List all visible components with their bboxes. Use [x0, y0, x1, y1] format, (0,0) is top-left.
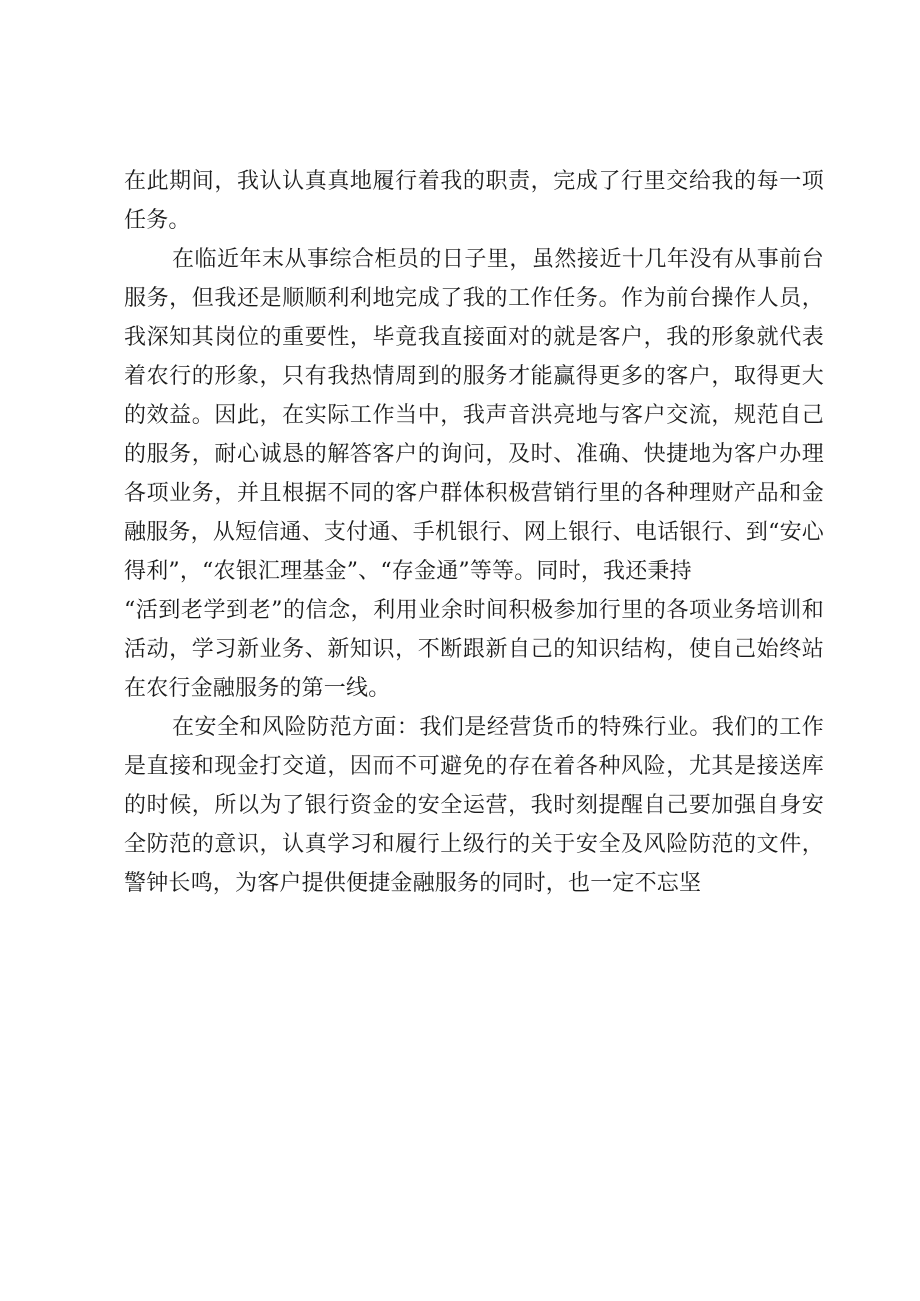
paragraph-4: 在安全和风险防范方面：我们是经营货币的特殊行业。我们的工作是直接和现金打交道，因而不可避免的存在着各种风险，尤其是接送库的时候，所以为了银行资金的安全运营，我时刻提醒自己要加强自身安全防范的意识，认真学习和履行上级行的关于安全及风险防范的文件，警钟长鸣，为客户提供便捷金融服务的同时，也一定不忘坚 [124, 715, 824, 896]
document-body [124, 162, 824, 903]
paragraph-2: 在临近年末从事综合柜员的日子里，虽然接近十几年没有从事前台服务，但我还是顺顺利利地完成了我的工作任务。作为前台操作人员，我深知其岗位的重要性，毕竟我直接面对的就是客户，我的形象就代表着农行的形象，只有我热情周到的服务才能赢得更多的客户，取得更大的效益。因此，在实际工作当中，我声音洪亮地与客户交流，规范自己的服务，耐心诚恳的解答客户的询问，及时、准确、快捷地为客户办理各项业务，并且根据不同的客户群体积极营销行里的各种理财产品和金融服务，从短信通、支付通、手机银行、网上银行、电话银行、到“安心得利”，“农银汇理基金”、“存金通”等等。同时，我还秉持 [124, 247, 824, 584]
paragraph-3: “活到老学到老”的信念，利用业余时间积极参加行里的各项业务培训和活动，学习新业务、新知识，不断跟新自己的知识结构，使自己始终站在农行金融服务的第一线。 [124, 598, 824, 701]
paragraph-1: 在此期间，我认认真真地履行着我的职责，完成了行里交给我的每一项任务。 [124, 169, 824, 233]
